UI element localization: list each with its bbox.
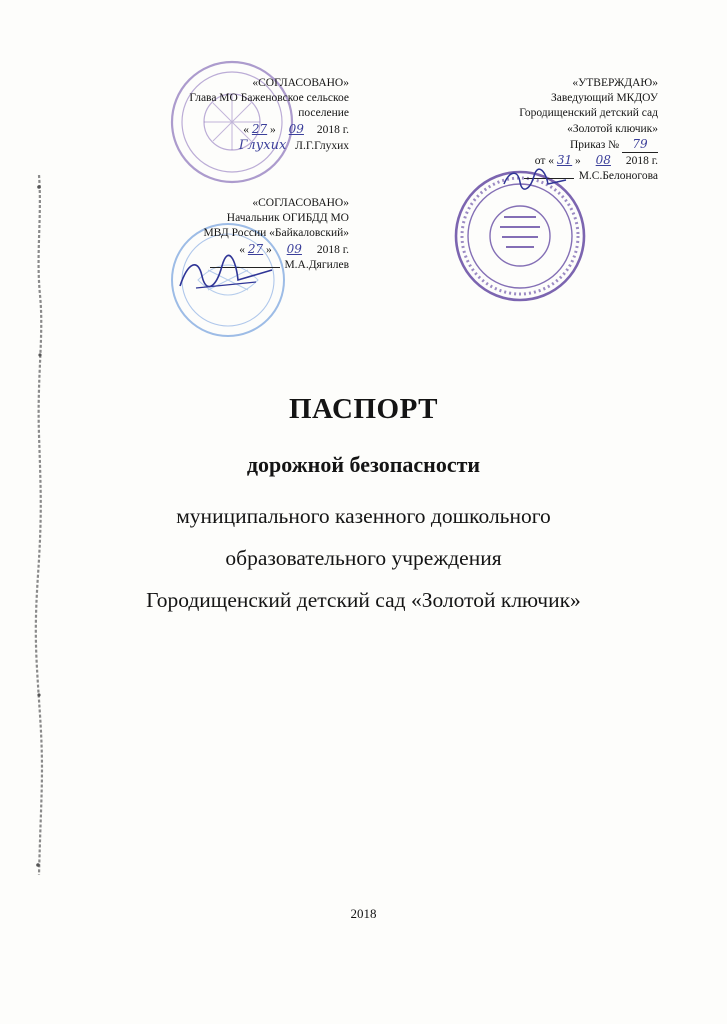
agreement-1-date — [189, 122, 349, 138]
signature-approval — [500, 166, 570, 194]
agreement-2-date-day: 27 — [247, 241, 264, 256]
approval-organization-name: «Золотой ключик» — [567, 122, 658, 135]
organization-line-3: Городищенский детский сад «Золотой ключик» — [146, 588, 581, 612]
agreement-1-date-year: 2018 г. — [316, 123, 349, 136]
approval-heading: «УТВЕРЖДАЮ» — [572, 77, 658, 89]
approval-organization: Городищенский детский сад — [519, 107, 658, 120]
agreement-2-signer: М.А.Дягилев — [284, 258, 349, 271]
approval-date-month: 08 — [595, 153, 611, 168]
organization-line-1: муниципального казенного дошкольного — [176, 504, 551, 528]
approval-position: Заведующий МКДОУ — [551, 92, 658, 105]
agreement-2-position-cont: МВД России «Байкаловский» — [203, 227, 349, 240]
date-open-quote: « — [239, 243, 246, 256]
date-close-quote: » — [575, 155, 581, 168]
approval-date-day: 31 — [556, 153, 573, 168]
document-title: ПАСПОРТ — [288, 393, 439, 425]
agreement-2-date-year: 2018 г. — [316, 243, 349, 256]
agreement-1-position: Глава МО Баженовское сельское — [189, 92, 349, 105]
agreement-1-position-cont: поселение — [298, 107, 349, 120]
agreement-1-date-month: 09 — [288, 121, 304, 136]
date-close-quote: » — [270, 123, 276, 136]
signature-agreement-2 — [176, 252, 276, 294]
agreement-2-date-month: 09 — [286, 241, 302, 256]
agreement-1-date-day: 27 — [251, 121, 268, 136]
document-subtitle: дорожной безопасности — [246, 452, 481, 477]
date-open-quote: « — [243, 123, 250, 136]
agreement-1-heading: «СОГЛАСОВАНО» — [252, 77, 349, 89]
organization-line-2: образовательного учреждения — [225, 546, 502, 570]
approval-order-label: Приказ № — [570, 138, 620, 151]
approval-order — [470, 137, 658, 153]
agreement-2-position: Начальник ОГИБДД МО — [226, 212, 349, 225]
agreement-2-heading: «СОГЛАСОВАНО» — [252, 197, 349, 209]
approval-signer: М.С.Белоногова — [578, 170, 658, 183]
agreement-1-signature-line — [189, 138, 349, 154]
approval-date-year: 2018 г. — [625, 155, 658, 168]
document-year: 2018 — [350, 906, 377, 921]
date-open-quote: от « — [534, 155, 555, 168]
agreement-1-signer: Л.Г.Глухих — [295, 139, 349, 152]
agreement-1-signature: Глухих — [238, 137, 287, 153]
date-close-quote: » — [266, 243, 272, 256]
approval-order-number: 79 — [622, 137, 658, 153]
agreement-block-1 — [189, 76, 349, 154]
